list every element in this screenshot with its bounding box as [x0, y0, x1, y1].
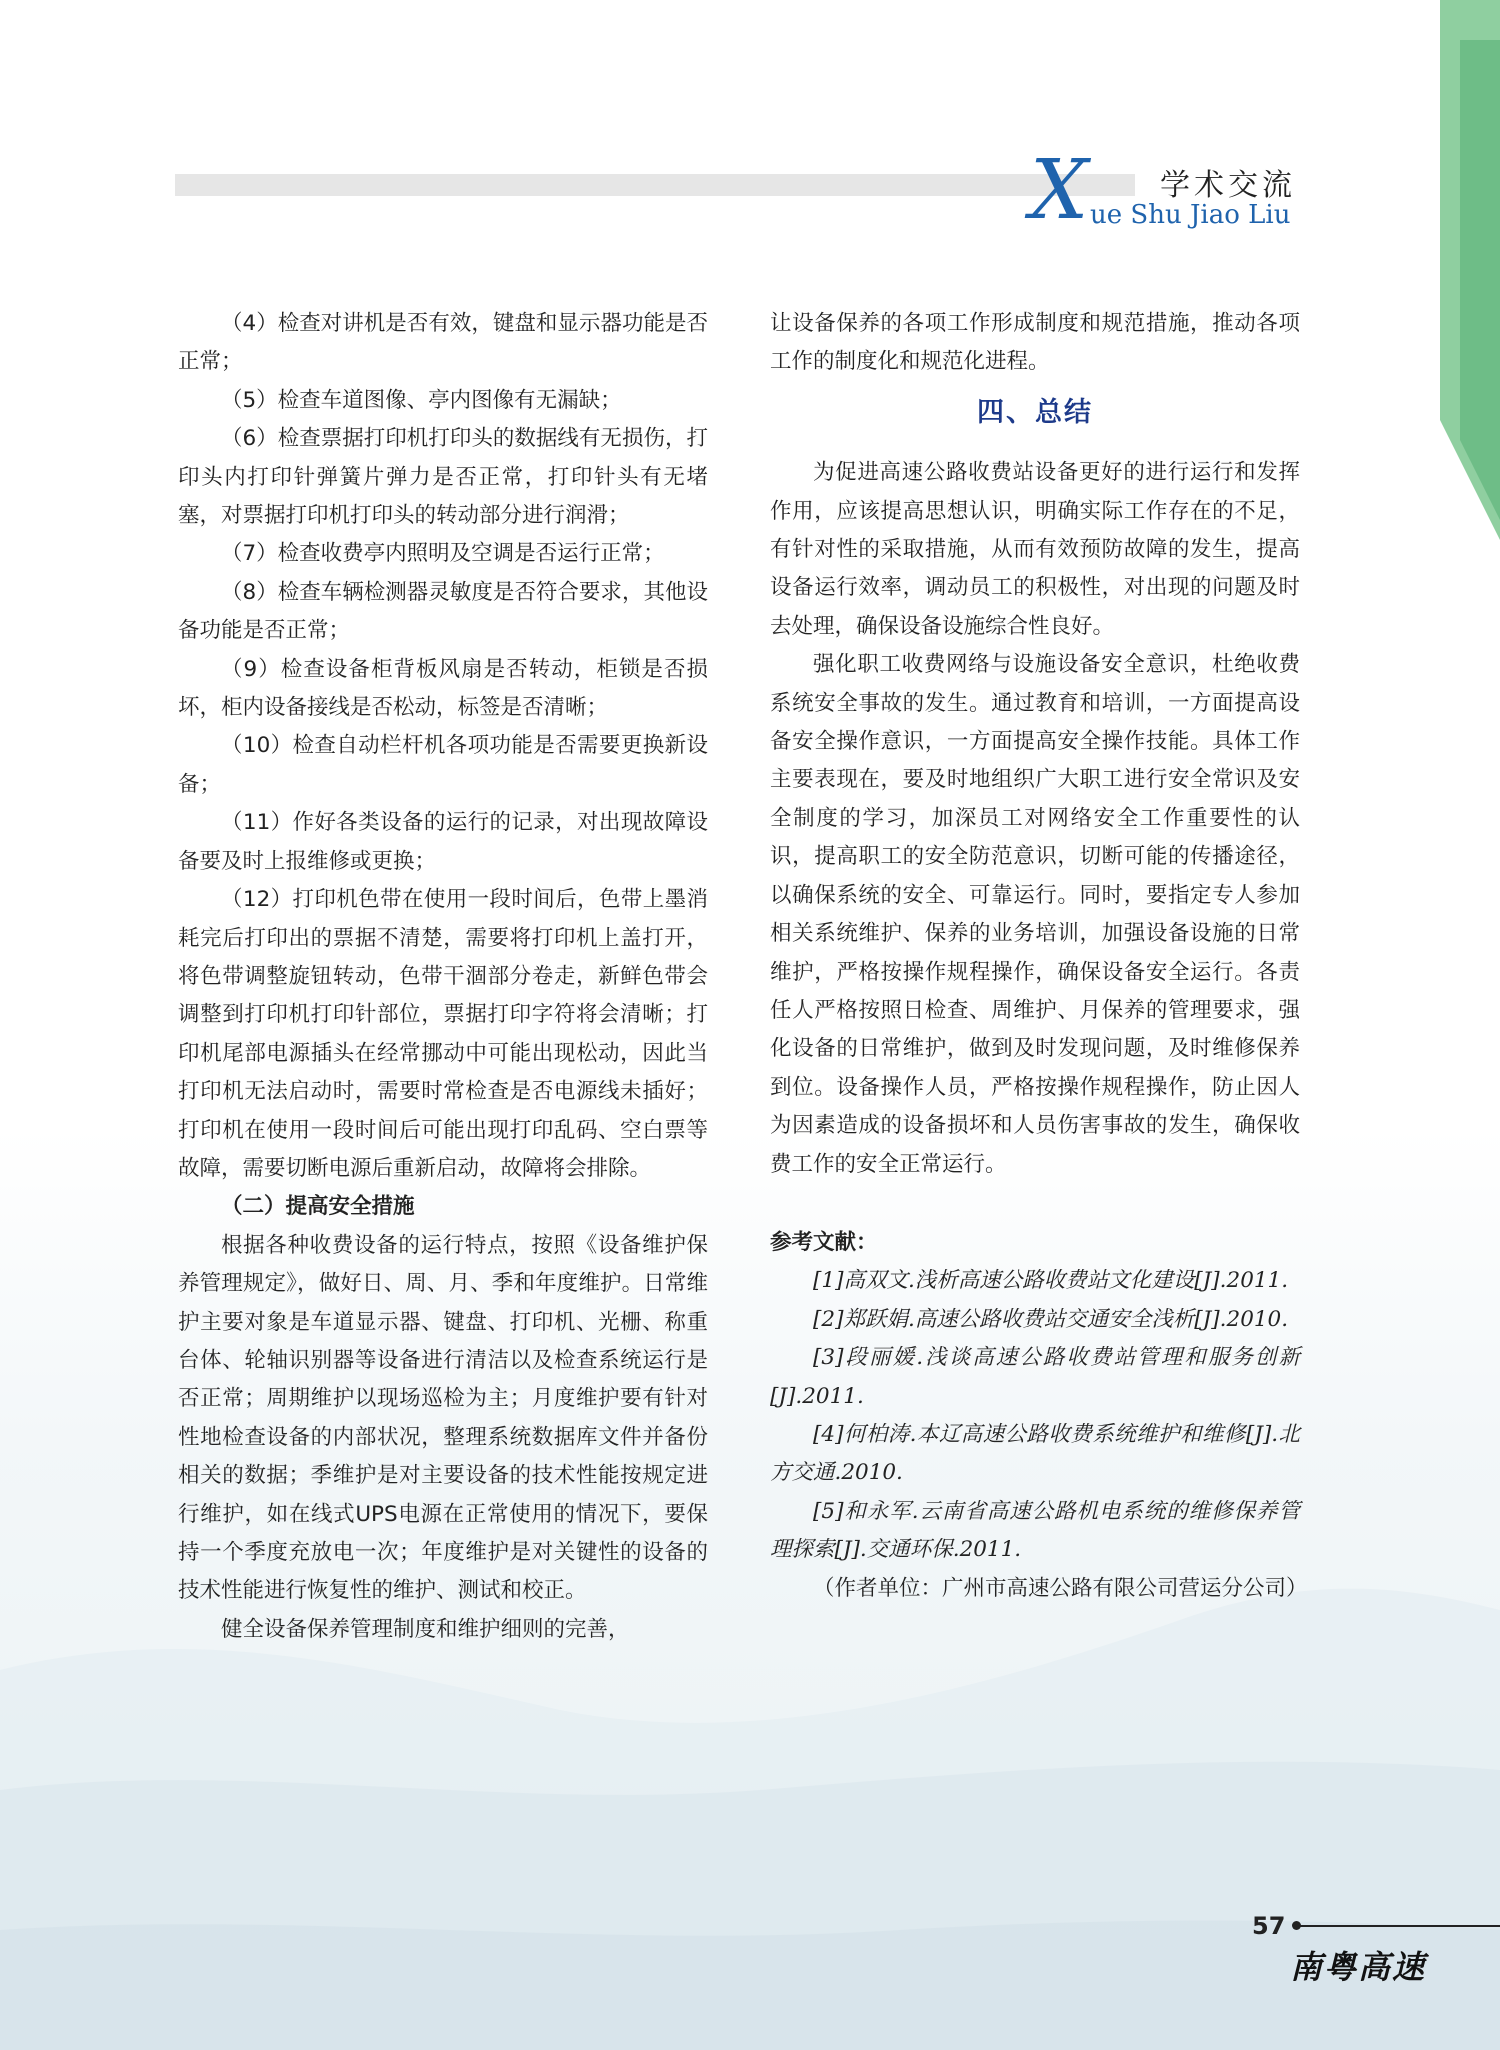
- column-title: 学术交流: [1160, 168, 1296, 203]
- paragraph-continuation: 让设备保养的各项工作形成制度和规范措施，推动各项工作的制度化和规范化进程。: [770, 311, 1300, 375]
- corner-green-decoration: [1440, 0, 1500, 560]
- section-heading: 四、总结: [977, 396, 1093, 428]
- reference-item: [1]高双文.浅析高速公路收费站文化建设[J].2011.: [813, 1268, 1289, 1294]
- paragraph: （7）检查收费亭内照明及空调是否运行正常；: [221, 541, 665, 567]
- paragraph: （11）作好各类设备的运行的记录，对出现故障设备要及时上报维修或更换；: [178, 810, 708, 874]
- right-column: [770, 305, 1308, 1608]
- paragraph: 根据各种收费设备的运行特点，按照《设备维护保养管理规定》，做好日、周、月、季和年度维护。日常维护主要对象是车道显示器、键盘、打印机、光栅、称重台体、轮轴识别器等设备进行清洁以及检查系统运行是否正常；周期维护以现场巡检为主；月度维护要有针对性地检查设备的内部状况，整理系统数据库文件并备份相关的数据；季维护是对主要设备的技术性能按规定进行维护，如在线式UPS电源在正常使用的情况下，要保持一个季度充放电一次；年度维护是对关键性的设备的技术性能进行恢复性的维护、测试和校正。: [178, 1232, 708, 1604]
- paragraph: 为促进高速公路收费站设备更好的进行运行和发挥作用，应该提高思想认识，明确实际工作存在的不足，有针对性的采取措施，从而有效预防故障的发生，提高设备运行效率，调动员工的积极性，对出现的问题及时去处理，确保设备设施综合性良好。: [770, 460, 1300, 639]
- column-logo-letter: X: [1030, 143, 1089, 238]
- subsection-heading: （二）提高安全措施: [221, 1194, 415, 1220]
- paragraph: 强化职工收费网络与设施设备安全意识，杜绝收费系统安全事故的发生。通过教育和培训，一方面提高设备安全操作意识，一方面提高安全操作技能。具体工作主要表现在，要及时地组织广大职工进行安全常识及安全制度的学习，加深员工对网络安全工作重要性的认识，提高职工的安全防范意识，切断可能的传播途径，以确保系统的安全、可靠运行。同时，要指定专人参加相关系统维护、保养的业务培训，加强设备设施的日常维护，严格按操作规程操作，确保设备安全运行。各责任人严格按照日检查、周维护、月保养的管理要求，强化设备的日常维护，做到及时发现问题，及时维修保养到位。设备操作人员，严格按操作规程操作，防止因人为因素造成的设备损坏和人员伤害事故的发生，确保收费工作的安全正常运行。: [770, 652, 1300, 1177]
- paragraph: 健全设备保养管理制度和维护细则的完善，: [221, 1616, 630, 1642]
- left-column: [178, 305, 708, 1649]
- paragraph: （8）检查车辆检测器灵敏度是否符合要求，其他设备功能是否正常；: [178, 579, 708, 644]
- paragraph: （12）打印机色带在使用一段时间后，色带上墨消耗完后打印出的票据不清楚，需要将打印机上盖打开，将色带调整旋钮转动，色带干涸部分卷走，新鲜色带会调整到打印机打印针部位，票据打印字符将会清晰；打印机尾部电源插头在经常挪动中可能出现松动，因此当打印机无法启动时，需要时常检查是否电源线未插好；打印机在使用一段时间后可能出现打印乱码、空白票等故障，需要切断电源后重新启动，故障将会排除。: [178, 887, 708, 1181]
- paragraph: （6）检查票据打印机打印头的数据线有无损伤，打印头内打印针弹簧片弹力是否正常，打印针头有无堵塞，对票据打印机打印头的转动部分进行润滑；: [178, 426, 708, 529]
- magazine-logo: 南粤高速: [1290, 1948, 1427, 1986]
- header-rule: [175, 174, 1135, 196]
- paragraph: （5）检查车道图像、亭内图像有无漏缺；: [221, 387, 622, 413]
- reference-item: [2]郑跃娟.高速公路收费站交通安全浅析[J].2010.: [813, 1306, 1289, 1332]
- author-affiliation: （作者单位：广州市高速公路有限公司营运分公司）: [813, 1575, 1308, 1601]
- references-title: 参考文献：: [770, 1229, 878, 1255]
- page-number-rule: [1296, 1925, 1500, 1927]
- paragraph: （10）检查自动栏杆机各项功能是否需要更换新设备；: [178, 733, 708, 797]
- page-number: 57: [1252, 1912, 1286, 1940]
- paragraph: （4）检查对讲机是否有效，键盘和显示器功能是否正常；: [178, 311, 708, 375]
- reference-item: [5]和永军.云南省高速公路机电系统的维修保养管理探索[J].交通环保.2011.: [770, 1498, 1300, 1563]
- column-title-pinyin: ue Shu Jiao Liu: [1090, 200, 1291, 230]
- reference-item: [3]段丽媛.浅谈高速公路收费站管理和服务创新[J].2011.: [770, 1345, 1300, 1409]
- reference-item: [4]何柏涛.本辽高速公路收费系统维护和维修[J].北方交通.2010.: [770, 1421, 1300, 1486]
- paragraph: （9）检查设备柜背板风扇是否转动，柜锁是否损坏，柜内设备接线是否松动，标签是否清晰；: [178, 656, 708, 721]
